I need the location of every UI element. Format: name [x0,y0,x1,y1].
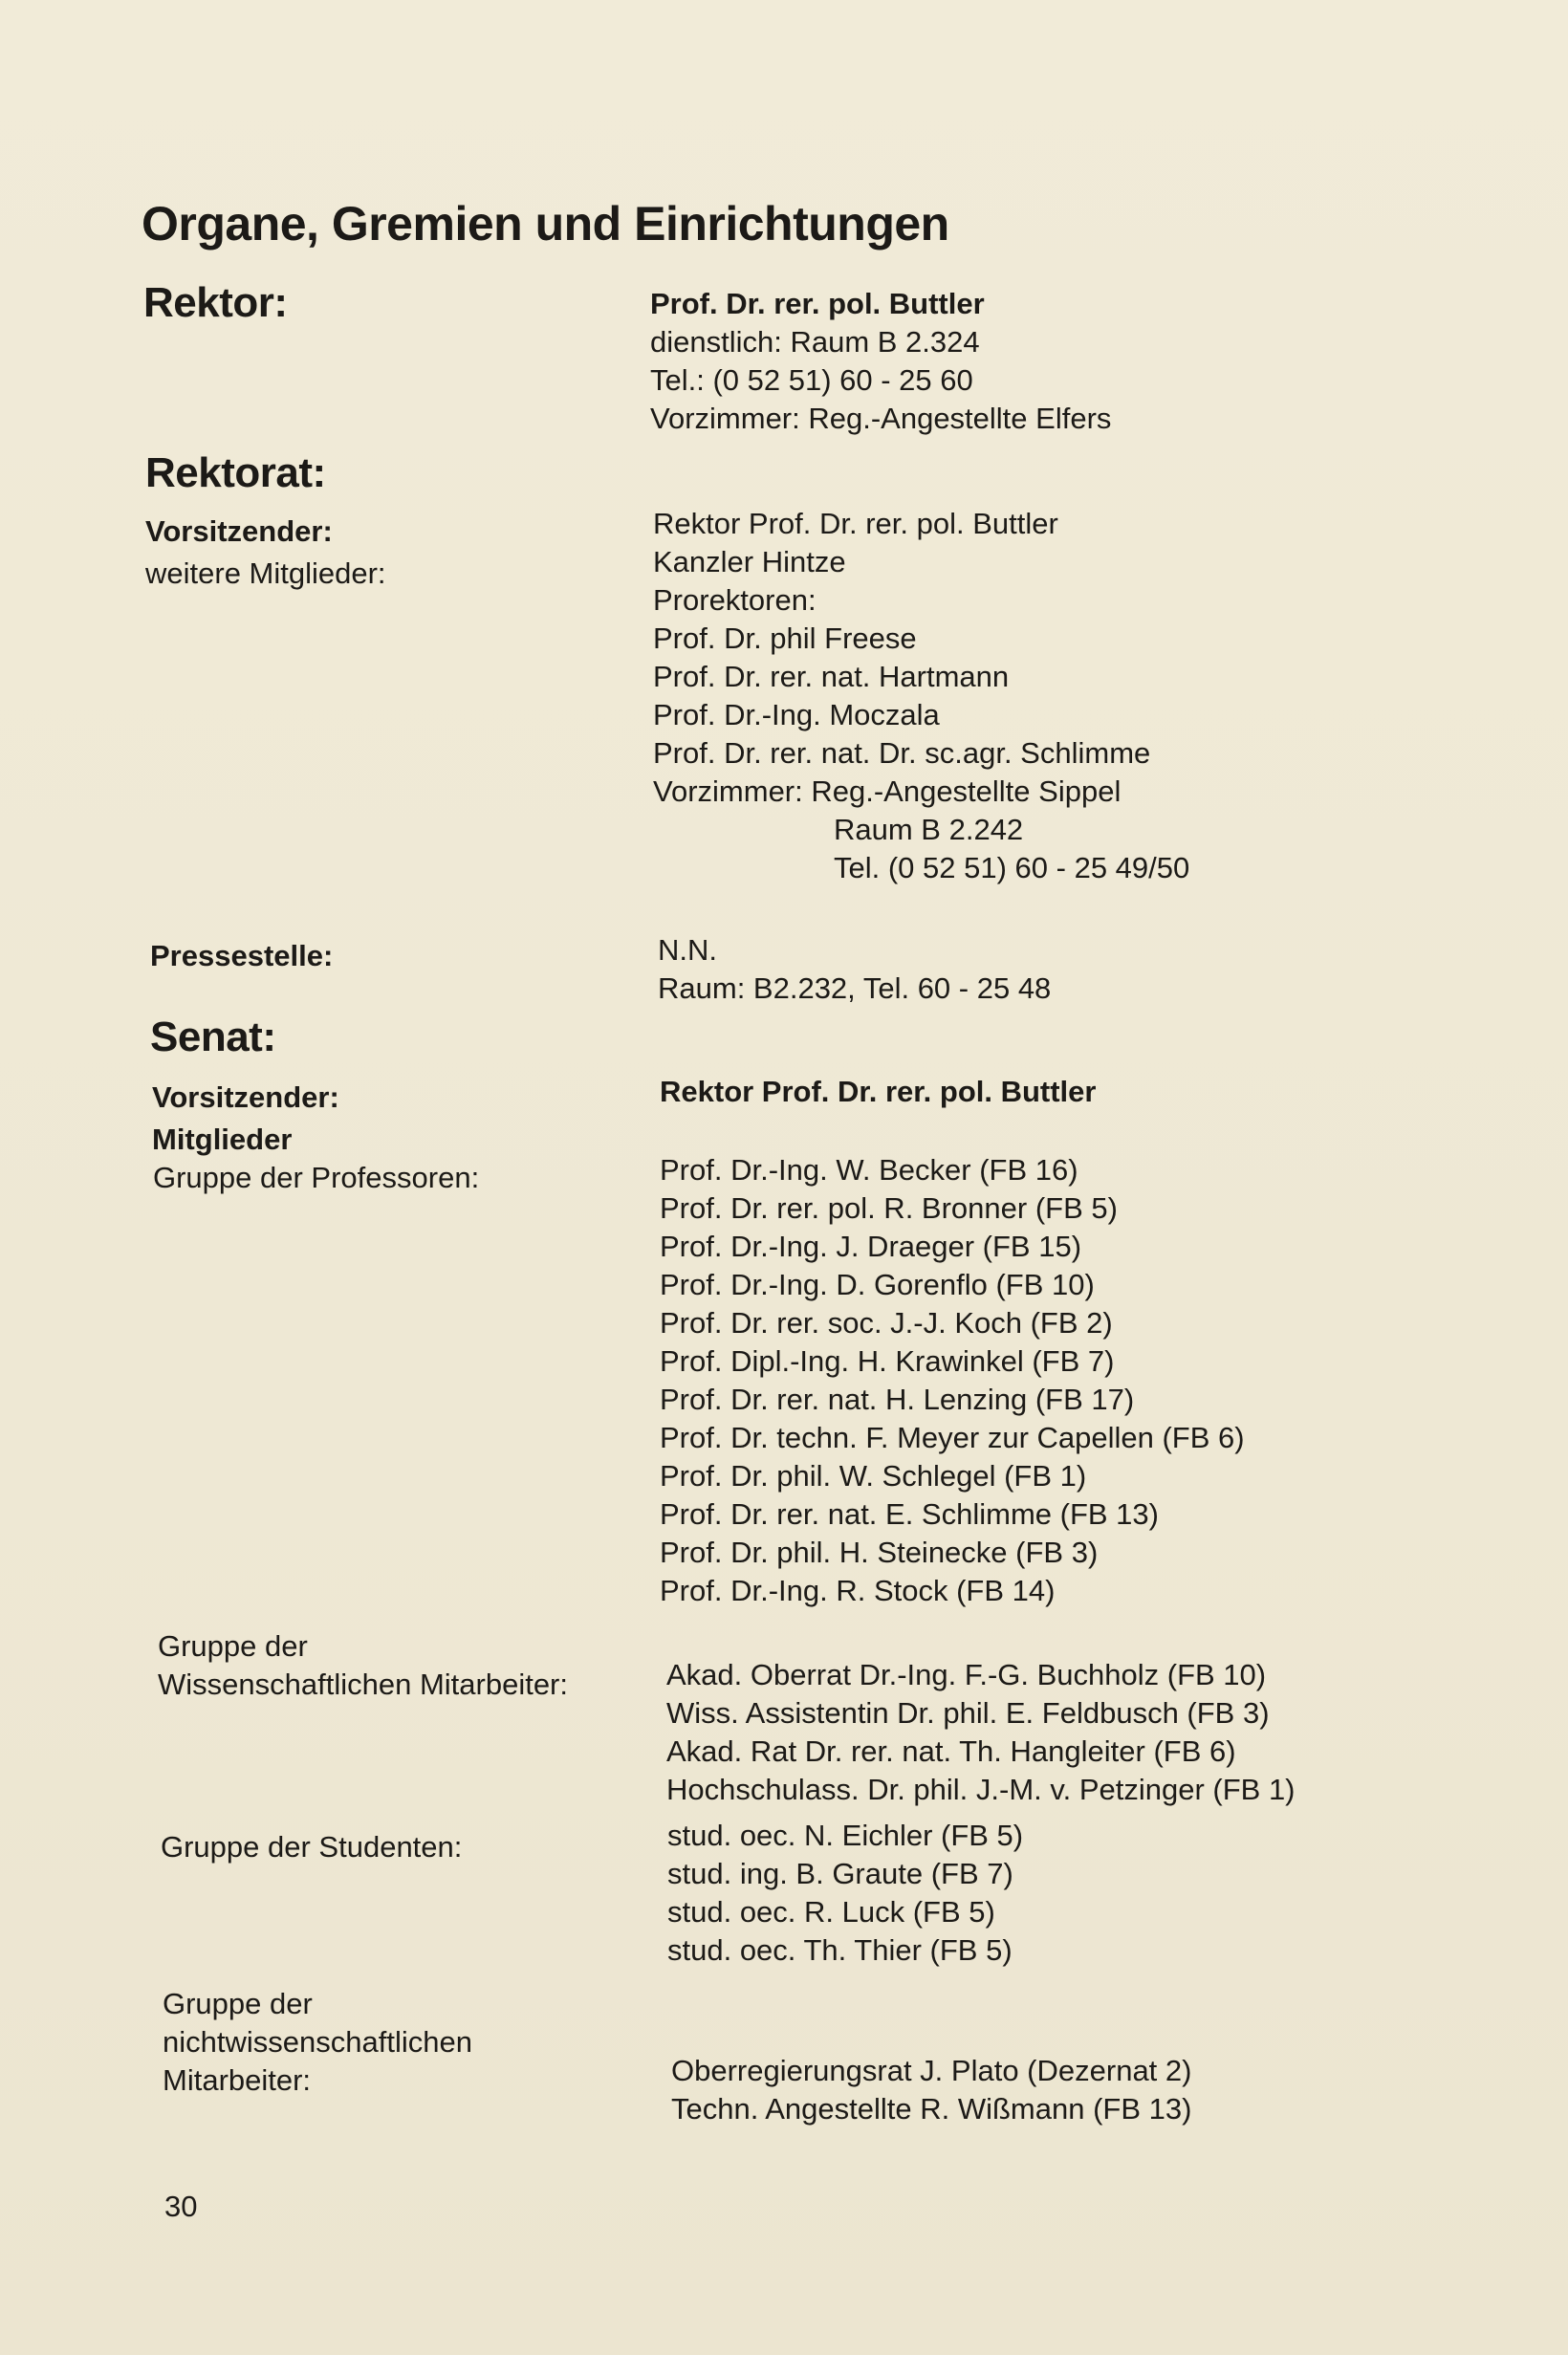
professor-2: Prof. Dr. rer. pol. R. Bronner (FB 5) [660,1191,1118,1225]
nichtwiss-member-1: Oberregierungsrat J. Plato (Dezernat 2) [671,2054,1192,2087]
wiss-list [666,1656,1296,1809]
rektorat-member-3: Prof. Dr. phil Freese [653,621,917,655]
rektorat-vorsitzender: Rektor Prof. Dr. rer. pol. Buttler [653,507,1058,540]
wiss-member-3: Akad. Rat Dr. rer. nat. Th. Hangleiter (FB 6) [666,1734,1236,1768]
rektorat-vorzimmer-details [834,811,1189,887]
rektor-name: Prof. Dr. rer. pol. Buttler [650,287,985,320]
rektorat-member-6: Prof. Dr. rer. nat. Dr. sc.agr. Schlimme [653,736,1151,770]
professor-7: Prof. Dr. rer. nat. H. Lenzing (FB 17) [660,1383,1135,1416]
professor-12: Prof. Dr.-Ing. R. Stock (FB 14) [660,1574,1056,1607]
wiss-member-1: Akad. Oberrat Dr.-Ing. F.-G. Buchholz (FB 10) [666,1658,1267,1691]
rektor-heading: Rektor: [143,279,288,326]
nichtwiss-label-line-3: Mitarbeiter: [163,2063,312,2097]
studenten-list [667,1817,1023,1970]
wiss-member-4: Hochschulass. Dr. phil. J.-M. v. Petzinger (FB 1) [666,1773,1296,1806]
rektorat-vorzimmer-raum: Raum B 2.242 [834,813,1024,846]
wiss-label-line-2: Wissenschaftlichen Mitarbeiter: [158,1668,568,1701]
rektor-detail-2: Tel.: (0 52 51) 60 - 25 60 [650,363,973,397]
nichtwiss-label-line-2: nichtwissenschaftlichen [163,2025,472,2059]
rektorat-heading: Rektorat: [145,449,326,496]
nichtwiss-label [163,1985,472,2100]
student-1: stud. oec. N. Eichler (FB 5) [667,1819,1024,1852]
studenten-label: Gruppe der Studenten: [161,1830,463,1864]
rektor-detail-3: Vorzimmer: Reg.-Angestellte Elfers [650,402,1112,435]
student-4: stud. oec. Th. Thier (FB 5) [667,1933,1013,1967]
nichtwiss-label-line-1: Gruppe der [163,1987,313,2020]
senat-mitglieder-label: Mitglieder [152,1123,293,1156]
rektorat-weitere-label: weitere Mitglieder: [145,556,386,590]
senat-vorsitzender-label: Vorsitzender: [152,1080,339,1114]
professor-4: Prof. Dr.-Ing. D. Gorenflo (FB 10) [660,1268,1095,1301]
pressestelle-line-1: N.N. [658,933,717,967]
pressestelle-block [658,931,1051,1008]
student-2: stud. ing. B. Graute (FB 7) [667,1857,1013,1890]
professor-3: Prof. Dr.-Ing. J. Draeger (FB 15) [660,1230,1082,1263]
professor-10: Prof. Dr. rer. nat. E. Schlimme (FB 13) [660,1497,1159,1531]
page-title: Organe, Gremien und Einrichtungen [142,197,949,251]
professor-9: Prof. Dr. phil. W. Schlegel (FB 1) [660,1459,1087,1493]
rektorat-member-5: Prof. Dr.-Ing. Moczala [653,698,940,731]
rektorat-vorsitzender-label: Vorsitzender: [145,514,333,548]
rektorat-member-1: Kanzler Hintze [653,545,846,578]
rektor-block [650,285,1111,438]
rektorat-member-7: Vorzimmer: Reg.-Angestellte Sippel [653,774,1122,808]
senat-professoren-list [660,1151,1245,1610]
wiss-label [158,1627,568,1704]
senat-vorsitzender: Rektor Prof. Dr. rer. pol. Buttler [660,1075,1097,1108]
student-3: stud. oec. R. Luck (FB 5) [667,1895,995,1929]
rektor-detail-1: dienstlich: Raum B 2.324 [650,325,980,359]
pressestelle-line-2: Raum: B2.232, Tel. 60 - 25 48 [658,971,1052,1005]
professor-8: Prof. Dr. techn. F. Meyer zur Capellen (FB 6) [660,1421,1245,1454]
professor-6: Prof. Dipl.-Ing. H. Krawinkel (FB 7) [660,1344,1115,1378]
professor-5: Prof. Dr. rer. soc. J.-J. Koch (FB 2) [660,1306,1113,1340]
rektorat-member-4: Prof. Dr. rer. nat. Hartmann [653,660,1010,693]
rektorat-vorzimmer-tel: Tel. (0 52 51) 60 - 25 49/50 [834,851,1190,884]
wiss-label-line-1: Gruppe der [158,1629,308,1663]
professor-11: Prof. Dr. phil. H. Steinecke (FB 3) [660,1536,1099,1569]
professor-1: Prof. Dr.-Ing. W. Becker (FB 16) [660,1153,1078,1187]
senat-heading: Senat: [150,1014,276,1060]
rektorat-member-2: Prorektoren: [653,583,817,617]
nichtwiss-list [671,2052,1191,2128]
pressestelle-label: Pressestelle: [150,939,334,972]
wiss-member-2: Wiss. Assistentin Dr. phil. E. Feldbusch (FB 3) [666,1696,1270,1730]
senat-professoren-label: Gruppe der Professoren: [153,1161,480,1194]
page-number: 30 [164,2190,198,2223]
nichtwiss-member-2: Techn. Angestellte R. Wißmann (FB 13) [671,2092,1192,2126]
rektorat-block [653,505,1150,811]
